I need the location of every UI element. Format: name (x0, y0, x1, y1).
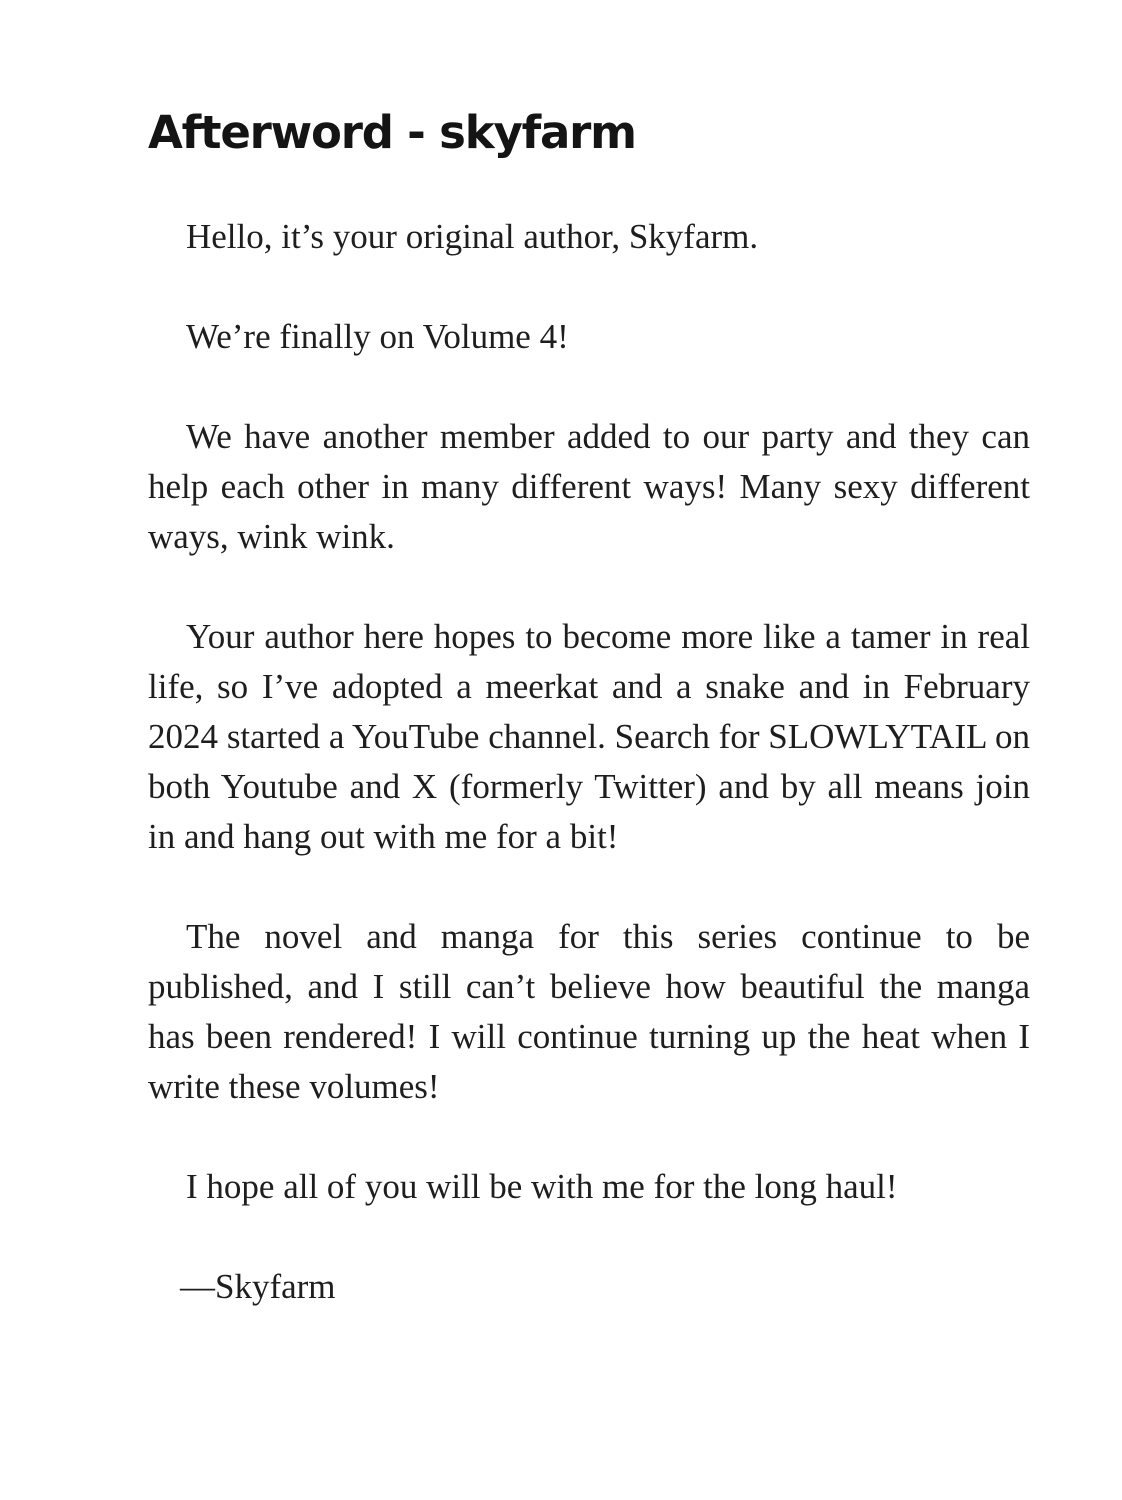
paragraph-party: We have another member added to our party and they can help each other in many different ways! Many sexy different ways, wink wink. (148, 417, 1030, 556)
paragraph-closing: I hope all of you will be with me for the long haul! (186, 1167, 898, 1206)
afterword-body (148, 212, 1030, 1312)
paragraph-publication: The novel and manga for this series continue to be published, and I still can’t believe how beautiful the manga has been rendered! I will continue turning up the heat when I write these volumes! (148, 917, 1030, 1106)
paragraph-youtube: Your author here hopes to become more like a tamer in real life, so I’ve adopted a meerkat and a snake and in February 2024 started a YouTube channel. Search for SLOWLYTAIL on both Youtube and X (formerly Twitter) and by all means join in and hang out with me for a bit! (148, 617, 1030, 856)
page-title: Afterword - skyfarm (148, 106, 636, 159)
author-signature: —Skyfarm (180, 1267, 336, 1306)
paragraph-greeting: Hello, it’s your original author, Skyfarm. (186, 217, 759, 256)
paragraph-volume: We’re finally on Volume 4! (186, 317, 569, 356)
